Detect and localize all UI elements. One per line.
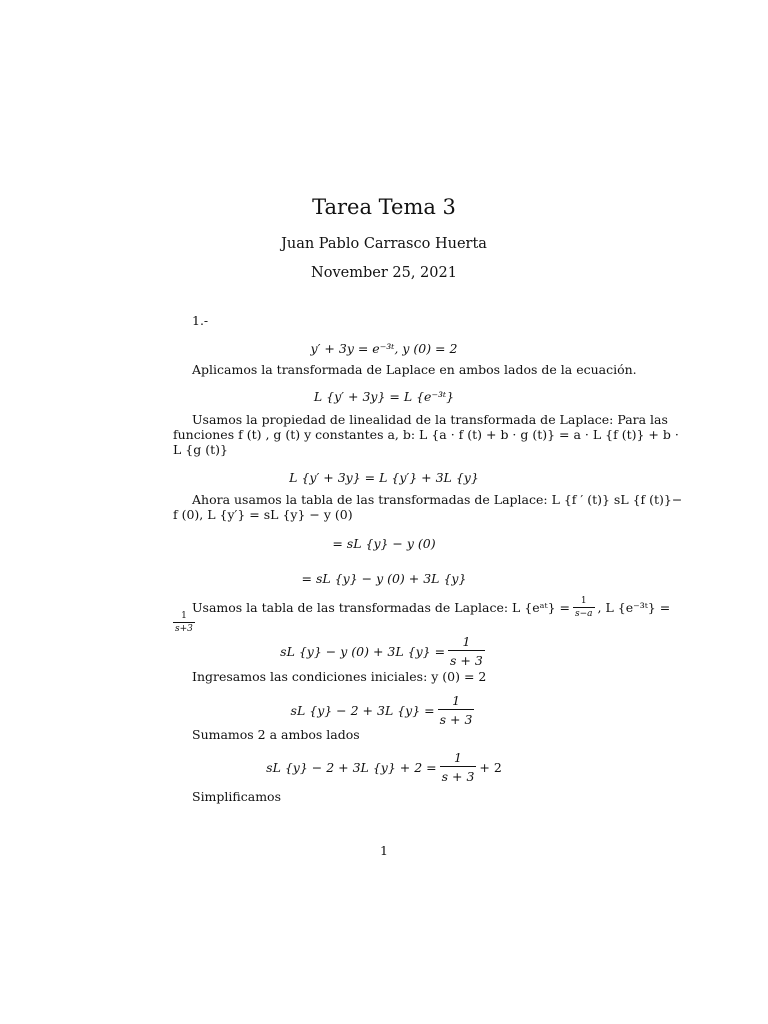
equation-3: L {y′ + 3y} = L {y′} + 3L {y} [289,470,479,485]
equation-8 [0,752,768,782]
document-date: November 25, 2021 [311,265,457,281]
equation-8-rhs: + 2 [479,759,502,775]
equation-7-fraction [438,693,475,727]
fraction-denominator: s + 3 [440,766,477,784]
fraction-denominator: s+3 [175,624,193,634]
equation-5: = sL {y} − y (0) + 3L {y} [301,571,467,586]
fraction-numerator: 1 [462,634,471,649]
paragraph-2-line-2: funciones f (t) , g (t) y constantes a, b: L {a · f (t) + b · g (t)} = a · L {f (t)} + b · [173,427,679,442]
paragraph-4-line-2 [173,612,195,634]
fraction-1-over-s-plus-3 [173,612,195,634]
paragraph-2-line-3: L {g (t)} [173,442,228,457]
paragraph-4-line-1 [192,597,670,619]
section-label: 1.- [192,313,209,328]
document-author: Juan Pablo Carrasco Huerta [281,236,487,252]
equation-7 [0,695,768,725]
equation-4: = sL {y} − y (0) [332,536,436,551]
fraction-numerator: 1 [454,750,462,765]
fraction-1-over-s-minus-a [573,597,595,619]
paragraph-4-text-a: Usamos la tabla de las transformadas de Laplace: L {eᵃᵗ} = [192,599,570,615]
equation-8-fraction [440,750,477,784]
page-number: 1 [380,843,388,858]
fraction-denominator: s + 3 [448,650,485,668]
equation-6-fraction [448,634,485,668]
equation-6 [0,636,768,666]
fraction-numerator: 1 [580,596,587,606]
fraction-numerator: 1 [452,693,461,708]
paragraph-1: Aplicamos la transformada de Laplace en ambos lados de la ecuación. [192,362,637,377]
fraction-numerator: 1 [181,611,187,621]
equation-8-lhs: sL {y} − 2 + 3L {y} + 2 = [266,759,437,775]
document-title: Tarea Tema 3 [312,195,456,219]
fraction-denominator: s−a [575,609,593,619]
fraction-denominator: s + 3 [438,709,475,727]
paragraph-7: Simplificamos [192,789,281,804]
paragraph-3-line-2: f (0), L {y′} = sL {y} − y (0) [173,507,353,522]
equation-1: y′ + 3y = e⁻³ᵗ, y (0) = 2 [310,341,458,356]
paragraph-3-line-1: Ahora usamos la tabla de las transformadas de Laplace: L {f ′ (t)} sL {f (t)}− [192,492,683,507]
equation-7-lhs: sL {y} − 2 + 3L {y} = [290,702,435,718]
paragraph-5: Ingresamos las condiciones iniciales: y (0) = 2 [192,669,487,684]
paragraph-2-line-1: Usamos la propiedad de linealidad de la transformada de Laplace: Para las [192,412,668,427]
equation-6-lhs: sL {y} − y (0) + 3L {y} = [280,643,446,659]
equation-2: L {y′ + 3y} = L {e⁻³ᵗ} [313,389,455,404]
paragraph-4-text-b: , L {e⁻³ᵗ} = [597,599,671,615]
paragraph-6: Sumamos 2 a ambos lados [192,727,360,742]
